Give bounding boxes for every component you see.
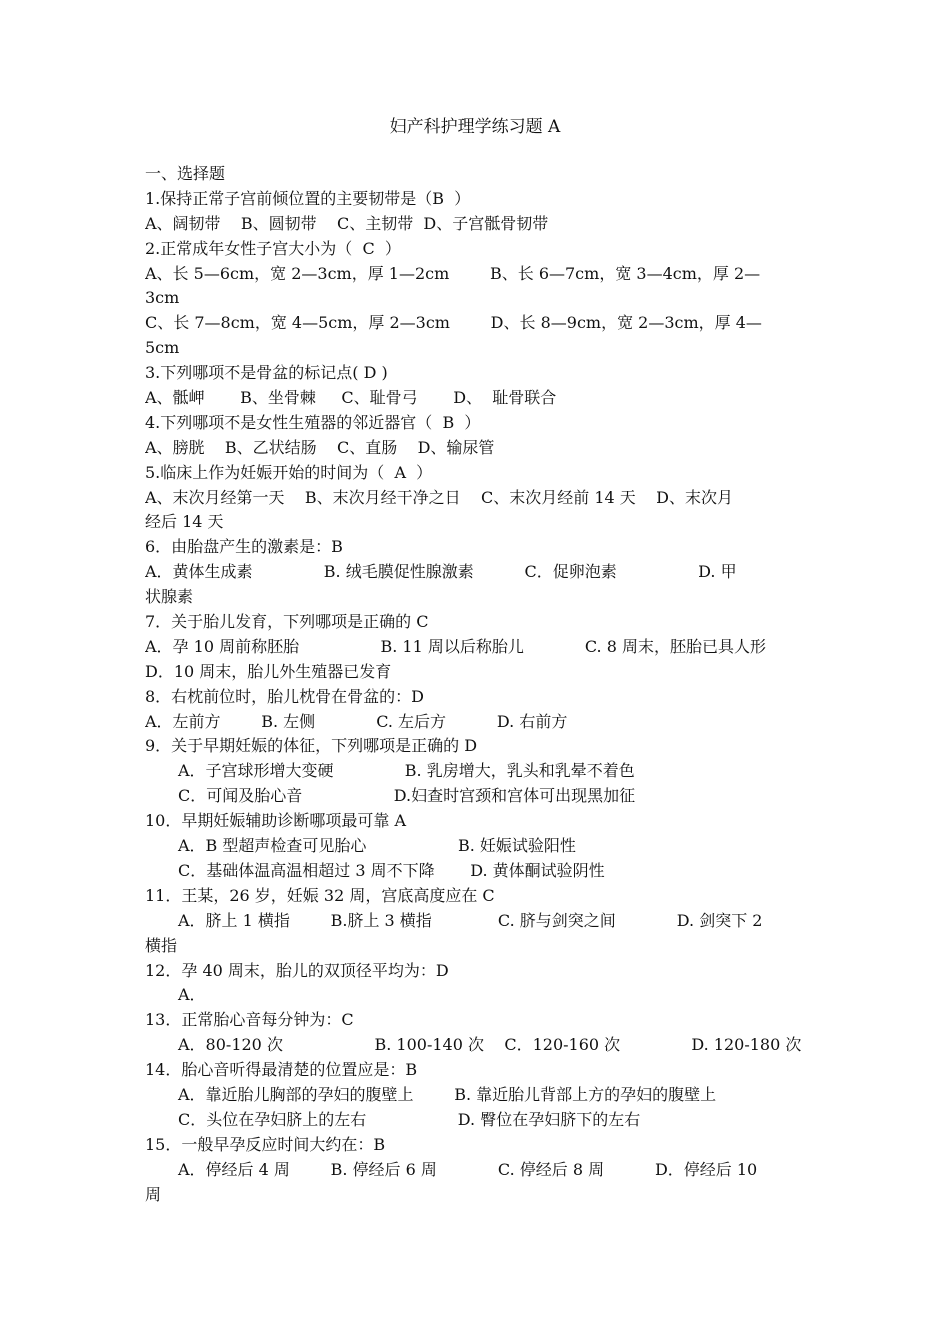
text-line: 5cm [145, 338, 180, 358]
text-line: 2.正常成年女性子宫大小为（ C ） [145, 238, 401, 258]
text-line: A．B 型超声检查可见胎心 B. 妊娠试验阳性 [178, 836, 576, 856]
text-line: A．靠近胎儿胸部的孕妇的腹壁上 B. 靠近胎儿背部上方的孕妇的腹壁上 [178, 1084, 717, 1104]
text-line: A、阔韧带 B、圆韧带 C、主韧带 D、子宫骶骨韧带 [145, 213, 549, 233]
text-line: A．左前方 B. 左侧 C. 左后方 D. 右前方 [145, 711, 568, 731]
text-line: C、长 7—8cm，宽 4—5cm，厚 2—3cm D、长 8—9cm，宽 2—3cm，厚 4— [145, 313, 762, 333]
text-line: A、长 5—6cm，宽 2—3cm，厚 1—2cm B、长 6—7cm，宽 3—4cm，厚 2— [145, 263, 761, 283]
text-line: D．10 周末，胎儿外生殖器已发育 [145, 661, 392, 681]
text-line: 横指 [145, 935, 178, 955]
text-line: C．头位在孕妇脐上的左右 D. 臀位在孕妇脐下的左右 [178, 1109, 641, 1129]
text-line: A．脐上 1 横指 B.脐上 3 横指 C. 脐与剑突之间 D. 剑突下 2 [178, 910, 763, 930]
text-line: A、骶岬 B、坐骨棘 C、耻骨弓 D、 耻骨联合 [145, 388, 557, 408]
text-line: 10．早期妊娠辅助诊断哪项最可靠 A [145, 811, 407, 831]
text-line: A、末次月经第一天 B、末次月经干净之日 C、末次月经前 14 天 D、末次月 [145, 487, 733, 507]
text-line: A、膀胱 B、乙状结肠 C、直肠 D、输尿管 [145, 437, 495, 457]
text-line: 经后 14 天 [145, 512, 224, 532]
text-line: A．子宫球形增大变硬 B. 乳房增大，乳头和乳晕不着色 [178, 761, 635, 781]
text-line: A．80-120 次 B. 100-140 次 C．120-160 次 D. 120-180 次 [178, 1035, 802, 1055]
text-line: 5.临床上作为妊娠开始的时间为（ A ） [145, 462, 433, 482]
text-line: 3.下列哪项不是骨盆的标记点( D ) [145, 363, 388, 383]
text-line: 周 [145, 1184, 162, 1204]
text-line: 7．关于胎儿发育，下列哪项是正确的 C [145, 612, 429, 632]
text-line: C．基础体温高温相超过 3 周不下降 D. 黄体酮试验阴性 [178, 860, 605, 880]
text-line: 4.下列哪项不是女性生殖器的邻近器官（ B ） [145, 412, 481, 432]
text-line: 3cm [145, 288, 180, 308]
text-line: 11．王某，26 岁，妊娠 32 周，宫底高度应在 C [145, 885, 495, 905]
text-line: 6．由胎盘产生的激素是：B [145, 537, 343, 557]
text-line: 14．胎心音听得最清楚的位置应是：B [145, 1060, 418, 1080]
text-line: 状腺素 [145, 587, 194, 607]
document-body [145, 162, 807, 1207]
text-line: 15．一般早孕反应时间大约在：B [145, 1134, 386, 1154]
text-line: 一、选择题 [145, 164, 226, 183]
text-line: 9．关于早期妊娠的体征，下列哪项是正确的 D [145, 736, 478, 756]
text-line: 8．右枕前位时，胎儿枕骨在骨盆的：D [145, 686, 425, 706]
text-line: A．黄体生成素 B. 绒毛膜促性腺激素 C．促卵泡素 D. 甲 [145, 562, 737, 582]
text-line: A． [178, 985, 206, 1005]
text-line: 13．正常胎心音每分钟为：C [145, 1010, 354, 1030]
text-line: 12．孕 40 周末，胎儿的双顶径平均为：D [145, 960, 449, 980]
text-line: A．停经后 4 周 B. 停经后 6 周 C. 停经后 8 周 D．停经后 10 [178, 1159, 758, 1179]
text-line: A．孕 10 周前称胚胎 B. 11 周以后称胎儿 C. 8 周末，胚胎已具人形 [145, 636, 766, 656]
document-title: 妇产科护理学练习题 A [389, 117, 561, 137]
text-line: 1.保持正常子宫前倾位置的主要韧带是（B ） [145, 188, 471, 208]
text-line: C．可闻及胎心音 D.妇查时宫颈和宫体可出现黑加征 [178, 786, 636, 806]
